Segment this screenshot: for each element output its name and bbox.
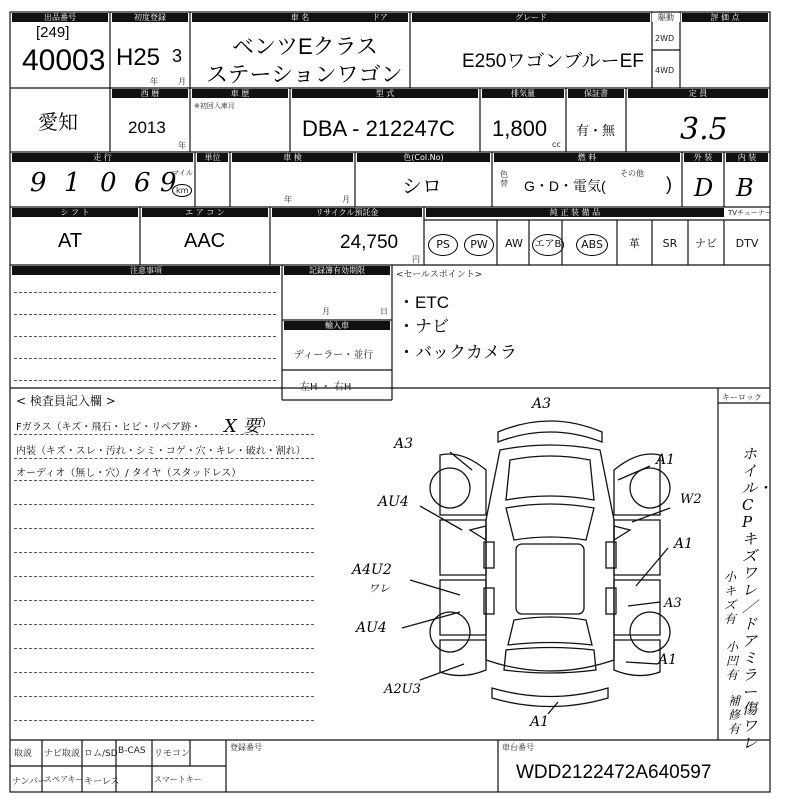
warranty-label: 保証書 [584, 89, 608, 98]
drive-4wd: 4WD [655, 66, 675, 75]
yen-unit: 円 [412, 255, 420, 264]
inspector-title: < 検査員記入欄 > [16, 394, 116, 408]
year-label: 西 暦 [140, 89, 160, 98]
sales-label: <セールスポイント> [396, 270, 483, 280]
car-name-line2: ステーションワゴン [206, 62, 403, 87]
footer-navi-manual: ナビ取説 [44, 749, 81, 759]
region: 愛知 [38, 112, 78, 134]
mark-left-door2-sub: ワレ [368, 582, 390, 595]
car-name-label: 車 名 [290, 13, 310, 22]
history-label: 車 歴 [230, 89, 250, 98]
mark-left-bottom: A2U3 [384, 682, 421, 697]
equip-leather: 革 [629, 237, 640, 250]
warranty-value: 有・無 [576, 123, 616, 138]
sales-point-3: ・バックカメラ [398, 343, 517, 362]
interior-value: B [736, 174, 754, 202]
unit-label: 単位 [204, 153, 221, 162]
mark-right-door: A1 [674, 536, 694, 552]
color-change-label: 色替 [500, 170, 508, 188]
footer-rom-sd: ロム/SD [84, 749, 118, 759]
exterior-label: 外 装 [693, 153, 713, 162]
equip-sr: SR [662, 237, 678, 250]
chassis-number: WDD2122472A640597 [516, 762, 712, 783]
mileage-digit-2: 1 [64, 168, 81, 198]
import-label: 輸入車 [325, 321, 349, 330]
record-day-unit: 日 [380, 307, 388, 316]
cc-unit: cc [552, 140, 561, 149]
footer-keyless: キーレス [84, 777, 120, 787]
footer-remote: リモコン [154, 749, 191, 759]
score-value: 3.5 [680, 112, 728, 147]
year-unit: 年 [150, 77, 158, 86]
tuner-label: TVチューナー [728, 209, 772, 217]
record-month-unit: 月 [322, 307, 330, 316]
glass-close: ) [262, 418, 266, 429]
sales-point-2: ・ナビ [398, 317, 449, 336]
footer-spare-key: スペアキー [44, 775, 84, 784]
import-type: ディーラー・並行 [294, 350, 374, 361]
vertical-note: ホイル・CPキズ ワレ／ドアミラー傷 ワレ [742, 445, 773, 752]
vertical-note-2: 小キズ有 [724, 570, 737, 626]
fuel-label: 燃 料 [577, 153, 597, 162]
reg-month: 3 [172, 46, 183, 66]
key-lock-label: キーロック [722, 393, 762, 402]
audio-line: オーディオ（無し・穴）/ タイヤ（スタッドレス） [16, 468, 242, 479]
car-name-line1: ベンツEクラス [232, 34, 379, 59]
mileage-digit-5: 9 [160, 168, 177, 198]
vertical-note-4: 補修有 [728, 694, 741, 736]
capacity-label: 定 員 [688, 89, 708, 98]
recycle-value: 24,750 [340, 232, 399, 253]
chassis-label: 車台番号 [502, 743, 534, 752]
displacement: 1,800 [492, 116, 548, 141]
interior-line: 内装（キズ・スレ・汚れ・シミ・コゲ・穴・キレ・破れ・割れ） [16, 446, 306, 457]
equip-navi: ナビ [695, 237, 717, 250]
mileage-digit-4: 6 [134, 168, 151, 198]
mark-right-rear: A3 [664, 596, 682, 611]
mile-label: マイル [172, 169, 193, 177]
footer-number: ナンバー [12, 777, 47, 787]
mark-left-front: A3 [394, 436, 414, 452]
reg-number-label: 登録番号 [230, 743, 262, 752]
equip-dtv: DTV [735, 237, 759, 250]
mark-left-door1: AU4 [378, 494, 409, 510]
fuel-options: G・D・電気( [524, 178, 606, 194]
notes-label: 注意事項 [130, 266, 162, 275]
fuel-other: その他 [620, 169, 644, 178]
drive-label: 駆動 [652, 13, 680, 22]
lot-number: 40003 [22, 44, 106, 77]
footer-smart-key: スマートキー [154, 775, 202, 784]
mark-right-w: W2 [680, 492, 702, 507]
grade-label: グレード [515, 13, 547, 22]
lot-label: 出品番号 [12, 13, 108, 22]
aircon-label: エ ア コ ン [185, 208, 225, 217]
equip-airbag: エアB [532, 234, 564, 256]
recycle-label: リサイクル預託金 [315, 208, 379, 217]
footer-manual: 取説 [14, 749, 33, 759]
mileage-digit-3: 0 [100, 168, 117, 198]
shaken-year-unit: 年 [284, 195, 292, 204]
displacement-label: 排気量 [511, 89, 535, 98]
aircon-value: AAC [184, 230, 226, 252]
shift-value: AT [58, 230, 83, 252]
equipment-label: 純 正 装 備 品 [549, 208, 601, 217]
model-code: DBA - 212247C [302, 116, 455, 141]
row2-year-unit: 年 [178, 141, 186, 150]
first-reg-note: ※初回入庫月 [194, 102, 235, 110]
first-reg-label: 初度登録 [134, 13, 166, 22]
mark-left-rear: AU4 [356, 620, 387, 636]
grade: E250ワゴンブルーEF [462, 51, 644, 72]
mark-bottom: A1 [530, 714, 550, 730]
equip-abs: ABS [576, 234, 608, 256]
footer-bcas: B-CAS [118, 746, 146, 756]
mark-right-front: A1 [656, 452, 676, 468]
mark-right-bottom: A1 [658, 652, 678, 668]
mileage-digit-1: 9 [30, 168, 47, 198]
door-label: ドア [372, 13, 388, 22]
mark-top: A3 [532, 396, 552, 412]
score-label: 評 価 点 [710, 13, 740, 22]
equip-pw: PW [464, 234, 494, 256]
shaken-label: 車 検 [283, 153, 302, 162]
exterior-value: D [694, 174, 714, 202]
mileage-label: 走 行 [93, 153, 112, 162]
drive-2wd: 2WD [655, 34, 675, 43]
steering: 左H ・ 右H [300, 382, 352, 393]
km-label: km [172, 184, 192, 197]
mark-left-door2: A4U2 [352, 562, 392, 578]
glass-mark: X 要 [224, 416, 261, 437]
record-book-label: 記録簿有効期限 [309, 266, 365, 275]
equip-ps: PS [428, 234, 458, 256]
fuel-close: ) [666, 174, 672, 194]
color-value: シロ [402, 176, 442, 198]
sales-point-1: ・ETC [398, 293, 449, 312]
lot-small: [249] [36, 24, 70, 41]
equip-aw: AW [505, 237, 523, 250]
year-value: 2013 [128, 118, 166, 137]
shift-label: シ フ ト [60, 208, 90, 217]
glass-line: Fガラス（キズ・飛石・ヒビ・リペア跡・ [16, 422, 202, 433]
shaken-month-unit: 月 [342, 195, 350, 204]
model-label: 型 式 [375, 89, 395, 98]
reg-era: H25 [116, 44, 161, 71]
color-label: 色(Col.No) [403, 153, 444, 162]
month-unit: 月 [178, 77, 186, 86]
vertical-note-3: 小凹有 [726, 640, 739, 682]
interior-label: 内 装 [737, 153, 757, 162]
